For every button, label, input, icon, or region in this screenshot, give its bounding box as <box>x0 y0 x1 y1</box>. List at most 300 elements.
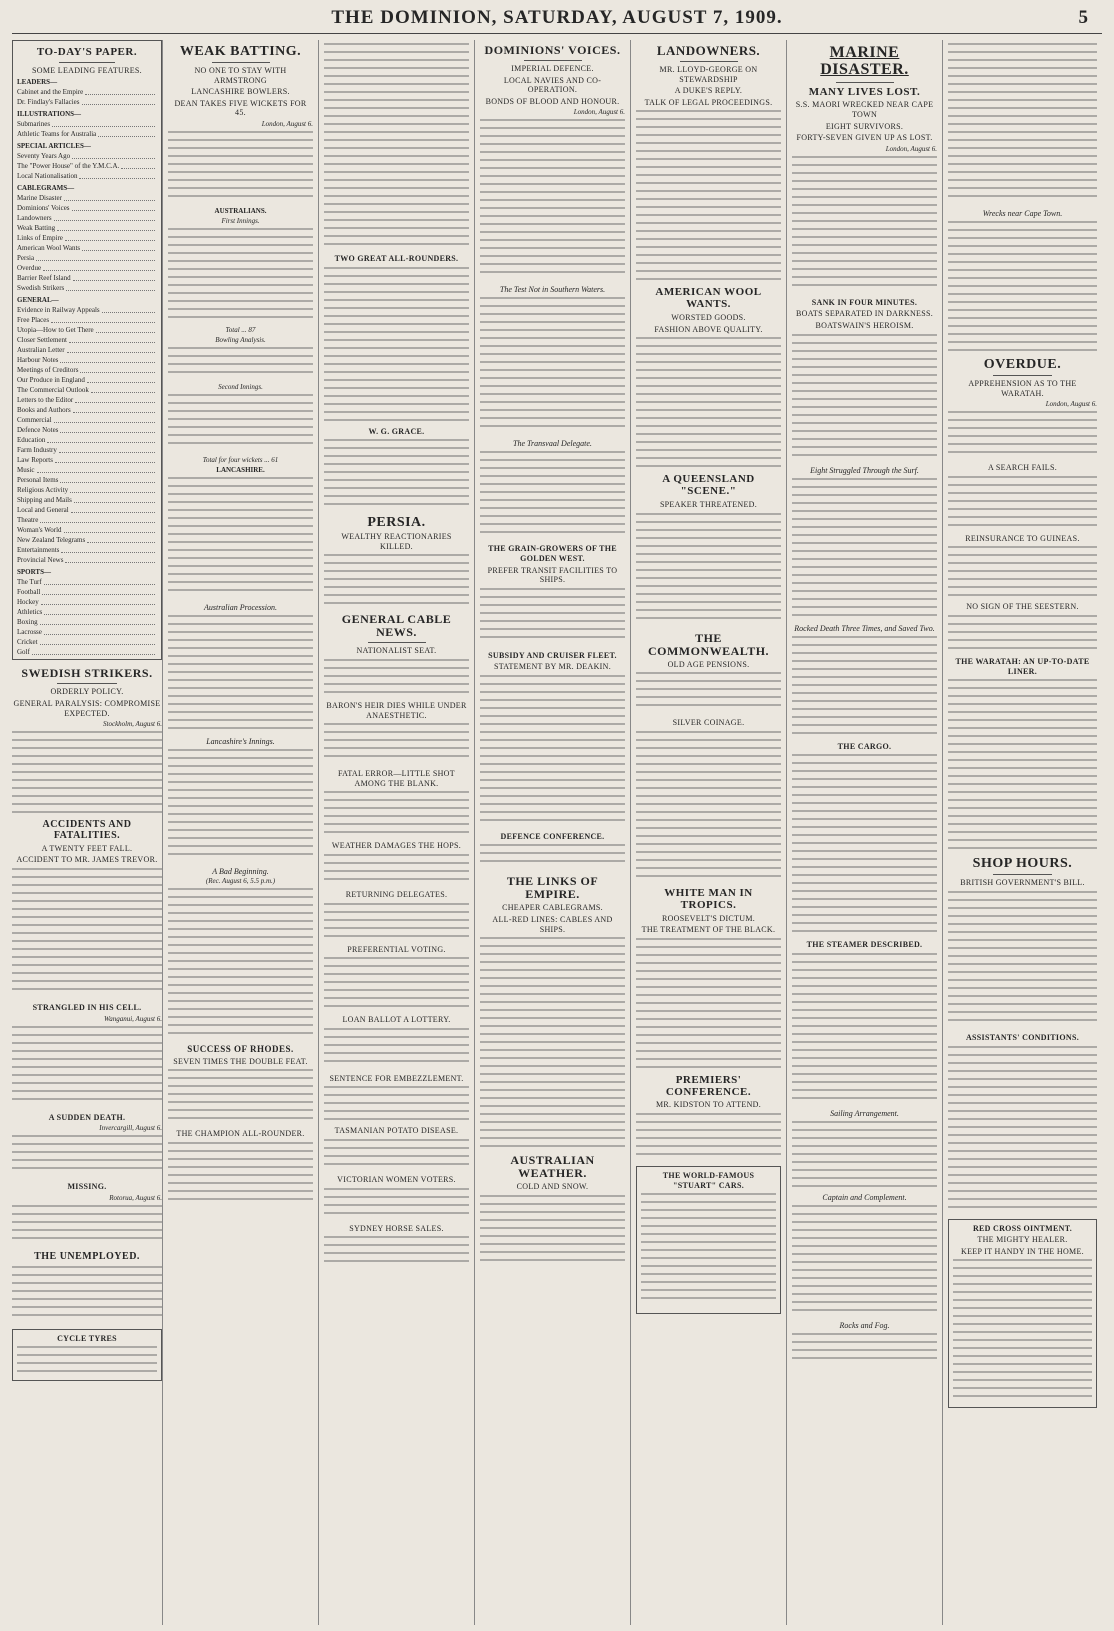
index-entry-label: Our Produce in England <box>17 376 85 385</box>
ad-subtitle: THE MIGHTY HEALER. <box>977 1235 1068 1245</box>
subhead: LANCASHIRE BOWLERS. <box>191 87 290 97</box>
subhead: The Test Not in Southern Waters. <box>499 285 606 295</box>
dateline: (Rec. August 6, 5.5 p.m.) <box>205 877 276 886</box>
ad-title: THE WORLD-FAMOUS "STUART" CARS. <box>662 1171 755 1190</box>
index-entry <box>17 129 157 139</box>
news-item-text <box>324 854 469 884</box>
article-overdue <box>948 357 1097 849</box>
subhead: A DUKE'S REPLY. <box>674 86 743 96</box>
index-entry-label: Dr. Findlay's Fallacies <box>17 98 80 107</box>
masthead-title: THE DOMINION, SATURDAY, AUGUST 7, 1909. <box>331 7 783 28</box>
index-entry-label: Law Reports <box>17 456 53 465</box>
news-item-text <box>324 791 469 835</box>
news-item-heading: LOAN BALLOT A LOTTERY. <box>342 1015 451 1025</box>
news-item-heading: RETURNING DELEGATES. <box>345 889 448 899</box>
index-entry-label: Provincial News <box>17 556 64 565</box>
index-entry-label: Boxing <box>17 618 38 627</box>
subhead: APPREHENSION AS TO THE WARATAH. <box>968 379 1077 398</box>
index-leader-dots <box>91 383 155 393</box>
index-entry-label: Entertainments <box>17 546 60 555</box>
index-leader-dots <box>70 483 155 493</box>
news-items <box>324 646 469 1266</box>
body-text <box>636 1113 781 1159</box>
subhead: SANK IN FOUR MINUTES. <box>811 297 918 307</box>
body-text <box>948 476 1097 528</box>
index-entry-label: Local and General <box>17 506 69 515</box>
article-sudden-death <box>12 1113 162 1176</box>
index-leader-dots <box>52 117 155 127</box>
index-leader-dots <box>79 169 155 179</box>
scorecard-total: Total for four wickets ... 61 <box>202 456 279 465</box>
news-item-heading: NATIONALIST SEAT. <box>356 646 437 656</box>
article-persia <box>324 515 469 606</box>
body-text <box>636 938 781 1068</box>
subhead: ROOSEVELT'S DICTUM. <box>661 913 756 923</box>
subhead: WEALTHY REACTIONARIES KILLED. <box>341 532 452 551</box>
index-leader-dots <box>54 211 155 221</box>
body-text <box>168 888 313 1038</box>
index-leader-dots <box>73 403 155 413</box>
news-item-text <box>324 1236 469 1266</box>
index-leader-dots <box>64 523 155 533</box>
index-leader-dots <box>82 95 155 105</box>
scorecard-subheading: First Innings. <box>221 217 260 226</box>
headline: PERSIA. <box>367 515 426 531</box>
index-entry-label: Links of Empire <box>17 234 63 243</box>
news-item-heading: FATAL ERROR—LITTLE SHOT AMONG THE BLANK. <box>338 769 455 788</box>
index-entry-label: Swedish Strikers <box>17 284 65 293</box>
dateline: Rotorua, August 6. <box>109 1193 162 1202</box>
news-item-heading: SYDNEY HORSE SALES. <box>349 1223 444 1233</box>
body-text <box>636 110 781 280</box>
index-leader-dots <box>43 261 155 271</box>
scorecard-total: Total ... 87 <box>225 326 256 335</box>
headline: DOMINIONS' VOICES. <box>484 43 621 57</box>
index-entry <box>17 647 157 657</box>
index-leader-dots <box>54 413 155 423</box>
body-text <box>948 1046 1097 1212</box>
body-text <box>480 937 625 1147</box>
body-text <box>12 1266 162 1322</box>
news-item-heading: VICTORIAN WOMEN VOTERS. <box>337 1174 456 1184</box>
index-group <box>17 305 157 565</box>
subhead: A SEARCH FAILS. <box>987 463 1058 473</box>
headline: THE LINKS OF EMPIRE. <box>506 874 599 902</box>
body-text <box>12 1026 162 1106</box>
index-entry-label: New Zealand Telegrams <box>17 536 86 545</box>
index-leader-dots <box>80 363 155 373</box>
index-entry-label: American Wool Wants <box>17 244 81 253</box>
subhead: BOATSWAIN'S HEROISM. <box>815 320 914 330</box>
subhead: STATEMENT BY MR. DEAKIN. <box>493 662 611 672</box>
subhead: BOATS SEPARATED IN DARKNESS. <box>795 309 934 319</box>
headline: SUBSIDY AND CRUISER FLEET. <box>488 650 617 660</box>
index-entry-label: Golf <box>17 648 30 657</box>
dateline: London, August 6. <box>261 120 313 129</box>
index-group <box>17 119 157 139</box>
scorecard-rows <box>168 477 313 551</box>
body-text <box>12 1205 162 1245</box>
news-item-text <box>324 1188 469 1218</box>
index-leader-dots <box>40 635 155 645</box>
subhead: NO ONE TO STAY WITH ARMSTRONG <box>194 66 287 85</box>
index-entry <box>17 283 157 293</box>
column-5 <box>630 40 786 1625</box>
index-leader-dots <box>44 625 155 635</box>
news-item-text <box>324 659 469 695</box>
index-entry-label: The Turf <box>17 578 42 587</box>
subhead: PREFER TRANSIT FACILITIES TO SHIPS. <box>487 565 618 585</box>
subhead: Eight Struggled Through the Surf. <box>810 465 919 475</box>
index-entry-label: Australian Letter <box>17 346 65 355</box>
index-entry-label: Woman's World <box>17 526 62 535</box>
article-strangled <box>12 1003 162 1106</box>
index-entry-label: Cricket <box>17 638 38 647</box>
index-entry-label: Books and Authors <box>17 406 71 415</box>
ad-text <box>17 1346 157 1372</box>
index-leader-dots <box>64 191 155 201</box>
article-subsidy <box>480 651 625 825</box>
index-leader-dots <box>61 543 155 553</box>
stats-table <box>324 267 469 421</box>
headline: THE GRAIN-GROWERS OF THE GOLDEN WEST. <box>488 544 617 563</box>
body-text <box>480 588 625 644</box>
index-group-label: SPECIAL ARTICLES— <box>17 142 91 151</box>
continued-text <box>324 43 469 248</box>
article-american-wool <box>636 287 781 467</box>
index-leader-dots <box>74 493 155 503</box>
column-7 <box>942 40 1102 1625</box>
body-text <box>948 615 1097 651</box>
body-text <box>168 131 313 201</box>
headline: DEFENCE CONFERENCE. <box>500 831 605 841</box>
body-text <box>792 1333 937 1363</box>
article-commonwealth <box>636 632 781 881</box>
subhead: A TWENTY FEET FALL. <box>41 843 133 853</box>
index-entry-label: Hockey <box>17 598 39 607</box>
body-text <box>948 221 1097 351</box>
article-dominions-voices <box>480 44 625 537</box>
index-entry-label: Defence Notes <box>17 426 59 435</box>
index-leader-dots <box>72 149 155 159</box>
headline: MISSING. <box>67 1182 107 1192</box>
index-leader-dots <box>102 303 155 313</box>
body-text <box>168 615 313 731</box>
index-entry-label: Lacrosse <box>17 628 42 637</box>
subhead: WORSTED GOODS. <box>671 313 746 323</box>
index-leader-dots <box>44 575 155 585</box>
body-text <box>168 1142 313 1202</box>
column-2 <box>162 40 318 1625</box>
subhead: EIGHT SURVIVORS. <box>825 121 904 131</box>
subhead: DEAN TAKES FIVE WICKETS FOR 45. <box>174 98 307 118</box>
dateline: Wanganui, August 6. <box>104 1014 162 1023</box>
index-entry-label: Letters to the Editor <box>17 396 74 405</box>
subhead: Lancashire's Innings. <box>206 737 275 747</box>
headline: OVERDUE. <box>983 357 1062 372</box>
subhead: Australian Procession. <box>203 603 278 613</box>
subhead: OLD AGE PENSIONS. <box>667 659 750 669</box>
subhead: FORTY-SEVEN GIVEN UP AS LOST. <box>796 133 933 143</box>
index-entry-label: Evidence in Railway Appeals <box>17 306 100 315</box>
index-group <box>17 87 157 107</box>
index-leader-dots <box>121 159 155 169</box>
body-text <box>480 675 625 825</box>
column-1 <box>12 40 162 1625</box>
index-leader-dots <box>82 241 155 251</box>
subhead: THE WARATAH: AN UP-TO-DATE LINER. <box>955 657 1090 676</box>
body-text <box>12 1135 162 1175</box>
dateline: London, August 6. <box>1045 400 1097 409</box>
body-text <box>480 844 625 868</box>
index-leader-dots <box>66 281 155 291</box>
article-unemployed <box>12 1252 162 1322</box>
article-marine-disaster <box>792 44 937 1363</box>
index-entry-label: Farm Industry <box>17 446 57 455</box>
index-leader-dots <box>41 595 155 605</box>
body-text <box>792 953 937 1103</box>
subhead: Rocked Death Three Times, and Saved Two. <box>794 623 935 633</box>
news-item-heading: SENTENCE FOR EMBEZZLEMENT. <box>329 1073 464 1083</box>
subhead: IMPERIAL DEFENCE. <box>511 63 594 73</box>
index-entry-label: Athletic Teams for Australia <box>17 130 97 139</box>
body-text <box>480 1195 625 1265</box>
index-entry-label: Music <box>17 466 35 475</box>
article-landowners <box>636 44 781 280</box>
column-6 <box>786 40 942 1625</box>
index-group-label: ILLUSTRATIONS— <box>17 110 82 119</box>
masthead <box>0 0 1114 34</box>
body-text <box>636 731 781 881</box>
index-leader-dots <box>60 423 155 433</box>
contents-subheading: SOME LEADING FEATURES. <box>32 65 142 75</box>
headline: SUCCESS OF RHODES. <box>187 1044 294 1055</box>
index-entry-label: Football <box>17 588 41 597</box>
body-text <box>324 554 469 606</box>
index-leader-dots <box>67 343 155 353</box>
index-entry-label: Overdue <box>17 264 42 273</box>
index-leader-dots <box>71 503 155 513</box>
index-group <box>17 577 157 657</box>
index-leader-dots <box>87 373 155 383</box>
body-text <box>480 119 625 279</box>
headline: AMERICAN WOOL WANTS. <box>655 286 762 311</box>
index-leader-dots <box>47 433 155 443</box>
contents-heading: TO-DAY'S PAPER. <box>36 46 138 58</box>
index-leader-dots <box>73 271 155 281</box>
article-grain-growers <box>480 544 625 643</box>
article-white-man-tropics <box>636 888 781 1068</box>
article-links-of-empire <box>480 875 625 1147</box>
news-item-text <box>324 957 469 1009</box>
headline: A SUDDEN DEATH. <box>48 1112 126 1122</box>
subhead: MR. KIDSTON TO ATTEND. <box>655 1100 762 1110</box>
article-accidents <box>12 820 162 996</box>
scorecard-rows <box>168 228 313 320</box>
article-queensland <box>636 474 781 624</box>
body-text <box>168 1069 313 1123</box>
index-entry-label: Free Places <box>17 316 50 325</box>
index-entry <box>17 171 157 181</box>
article-rhodes <box>168 1045 313 1202</box>
index-entry-label: Weak Batting <box>17 224 56 233</box>
index-group <box>17 151 157 181</box>
subhead: REINSURANCE TO GUINEAS. <box>965 533 1080 543</box>
body-text <box>792 1121 937 1187</box>
subhead: NO SIGN OF THE SEESTERN. <box>966 602 1079 612</box>
subhead: Sailing Arrangement. <box>830 1108 899 1118</box>
ad-subtitle: KEEP IT HANDY IN THE HOME. <box>961 1246 1084 1256</box>
headline: PREMIERS' CONFERENCE. <box>665 1073 752 1098</box>
dateline: Invercargill, August 6. <box>99 1124 162 1133</box>
subhead: Wrecks near Cape Town. <box>982 209 1063 218</box>
index-entry-label: Marine Disaster <box>17 194 62 203</box>
index-entry <box>17 97 157 107</box>
index-leader-dots <box>40 513 155 523</box>
subhead: MR. LLOYD-GEORGE ON STEWARDSHIP <box>659 65 758 84</box>
news-item-text <box>324 903 469 939</box>
masthead-rule <box>12 33 1102 34</box>
index-entry-label: Education <box>17 436 46 445</box>
subhead: ASSISTANTS' CONDITIONS. <box>965 1032 1079 1042</box>
subhead: THE STEAMER DESCRIBED. <box>806 940 923 950</box>
body-text <box>12 731 162 813</box>
headline: A QUEENSLAND "SCENE." <box>662 473 755 498</box>
ad-title: CYCLE TYRES <box>57 1333 117 1343</box>
news-item-text <box>324 1028 469 1068</box>
subhead: Rocks and Fog. <box>839 1320 890 1330</box>
index-entry-label: Dominions' Voices <box>17 204 70 213</box>
index-entry-label: Landowners <box>17 214 52 223</box>
headline: STRANGLED IN HIS CELL. <box>32 1002 142 1012</box>
headline: WHITE MAN IN TROPICS. <box>664 886 753 911</box>
index-entry-label: Seventy Years Ago <box>17 152 71 161</box>
headline: SWEDISH STRIKERS. <box>21 666 153 681</box>
ad-title: RED CROSS OINTMENT. <box>972 1223 1073 1233</box>
subhead: SEVEN TIMES THE DOUBLE FEAT. <box>173 1056 308 1066</box>
subhead: FASHION ABOVE QUALITY. <box>654 324 763 334</box>
article-weak-batting <box>168 44 313 1038</box>
ad-text <box>953 1259 1092 1399</box>
advertisement <box>12 1329 162 1382</box>
subhead: SPEAKER THREATENED. <box>659 500 758 510</box>
body-text <box>948 891 1097 1027</box>
article-australian-weather <box>480 1154 625 1265</box>
body-text <box>792 334 937 460</box>
news-item-text <box>324 723 469 763</box>
stats-table <box>324 439 469 509</box>
headline: AUSTRALIAN WEATHER. <box>510 1153 595 1181</box>
headline: WEAK BATTING. <box>179 44 302 59</box>
article-defence-conference <box>480 832 625 869</box>
index-leader-dots <box>98 127 155 137</box>
index-entry-label: Personal Items <box>17 476 59 485</box>
index-leader-dots <box>55 453 155 463</box>
index-entry-label: Closer Settlement <box>17 336 67 345</box>
subhead: GENERAL PARALYSIS: COMPROMISE EXPECTED. <box>13 699 161 718</box>
news-item-heading: TASMANIAN POTATO DISEASE. <box>334 1126 459 1136</box>
subhead: BONDS OF BLOOD AND HONOUR. <box>485 96 620 106</box>
index-group <box>17 193 157 293</box>
index-leader-dots <box>96 323 155 333</box>
headline: MARINE DISASTER. <box>820 44 909 79</box>
headline: GENERAL CABLE NEWS. <box>341 612 452 640</box>
contents-box <box>12 40 162 660</box>
advertisement-red-cross <box>948 1219 1097 1409</box>
subhead: SILVER COINAGE. <box>672 718 745 728</box>
dateline: London, August 6. <box>573 108 625 117</box>
index-leader-dots <box>69 333 155 343</box>
index-entry-label: Athletics <box>17 608 43 617</box>
news-item-heading: PREFERENTIAL VOTING. <box>347 944 446 954</box>
news-item-heading: BARON'S HEIR DIES WHILE UNDER ANAESTHETIC. <box>326 700 467 720</box>
dateline: Stockholm, August 6. <box>103 720 162 729</box>
dateline: London, August 6. <box>885 144 937 153</box>
news-item-text <box>324 1086 469 1120</box>
index-leader-dots <box>42 585 155 595</box>
index-leader-dots <box>57 221 155 231</box>
index-entry-label: Cabinet and the Empire <box>17 88 84 97</box>
subhead: Captain and Complement. <box>822 1192 907 1202</box>
body-text <box>636 513 781 625</box>
index-group-label: SPORTS— <box>17 568 51 577</box>
index-group-label: GENERAL— <box>17 296 59 305</box>
column-4 <box>474 40 630 1625</box>
index-leader-dots <box>72 201 155 211</box>
scorecard-subheading: Second Innings. <box>218 383 263 392</box>
article-missing <box>12 1182 162 1245</box>
subhead: TWO GREAT ALL-ROUNDERS. <box>334 254 459 263</box>
subhead: CHEAPER CABLEGRAMS. <box>502 903 603 913</box>
headline: THE COMMONWEALTH. <box>647 630 770 658</box>
article-premiers-conference <box>636 1075 781 1159</box>
index-leader-dots <box>44 605 155 615</box>
subhead: ALL-RED LINES: CABLES AND SHIPS. <box>492 914 613 934</box>
subhead: S.S. MAORI WRECKED NEAR CAPE TOWN <box>795 100 934 119</box>
index-leader-dots <box>87 533 155 543</box>
scorecard-heading: AUSTRALIANS. <box>214 207 267 216</box>
scorecard-subheading: Bowling Analysis. <box>215 336 266 345</box>
subhead: BRITISH GOVERNMENT'S BILL. <box>960 878 1085 888</box>
subhead: TALK OF LEGAL PROCEEDINGS. <box>644 97 773 107</box>
index-leader-dots <box>85 85 155 95</box>
article-general-cable-news <box>324 613 469 1266</box>
index-entry-label: Theatre <box>17 516 39 525</box>
headline: ACCIDENTS AND FATALITIES. <box>42 819 132 841</box>
article-swedish-strikers <box>12 667 162 813</box>
index-entry-label: Barrier Reef Island <box>17 274 71 283</box>
body-text <box>480 451 625 537</box>
index-group-label: CABLEGRAMS— <box>17 184 75 193</box>
index-entry-label: Utopia—How to Get There <box>17 326 94 335</box>
news-item-text <box>324 1139 469 1169</box>
index-entry-label: Religious Activity <box>17 486 69 495</box>
body-text <box>636 337 781 467</box>
body-text <box>792 1205 937 1315</box>
index-entry-label: Harbour Notes <box>17 356 59 365</box>
subhead: LOCAL NAVIES AND CO-OPERATION. <box>503 75 602 95</box>
subhead: ACCIDENT TO MR. JAMES TREVOR. <box>16 855 158 865</box>
body-text <box>948 411 1097 457</box>
headline: LANDOWNERS. <box>656 43 761 58</box>
body-text <box>12 868 162 996</box>
index-leader-dots <box>36 251 155 261</box>
news-item-heading: WEATHER DAMAGES THE HOPS. <box>331 841 462 851</box>
subhead: THE TREATMENT OF THE BLACK. <box>641 925 776 935</box>
index-entry-label: Persia <box>17 254 35 263</box>
body-text <box>792 156 937 292</box>
body-text <box>792 636 937 736</box>
